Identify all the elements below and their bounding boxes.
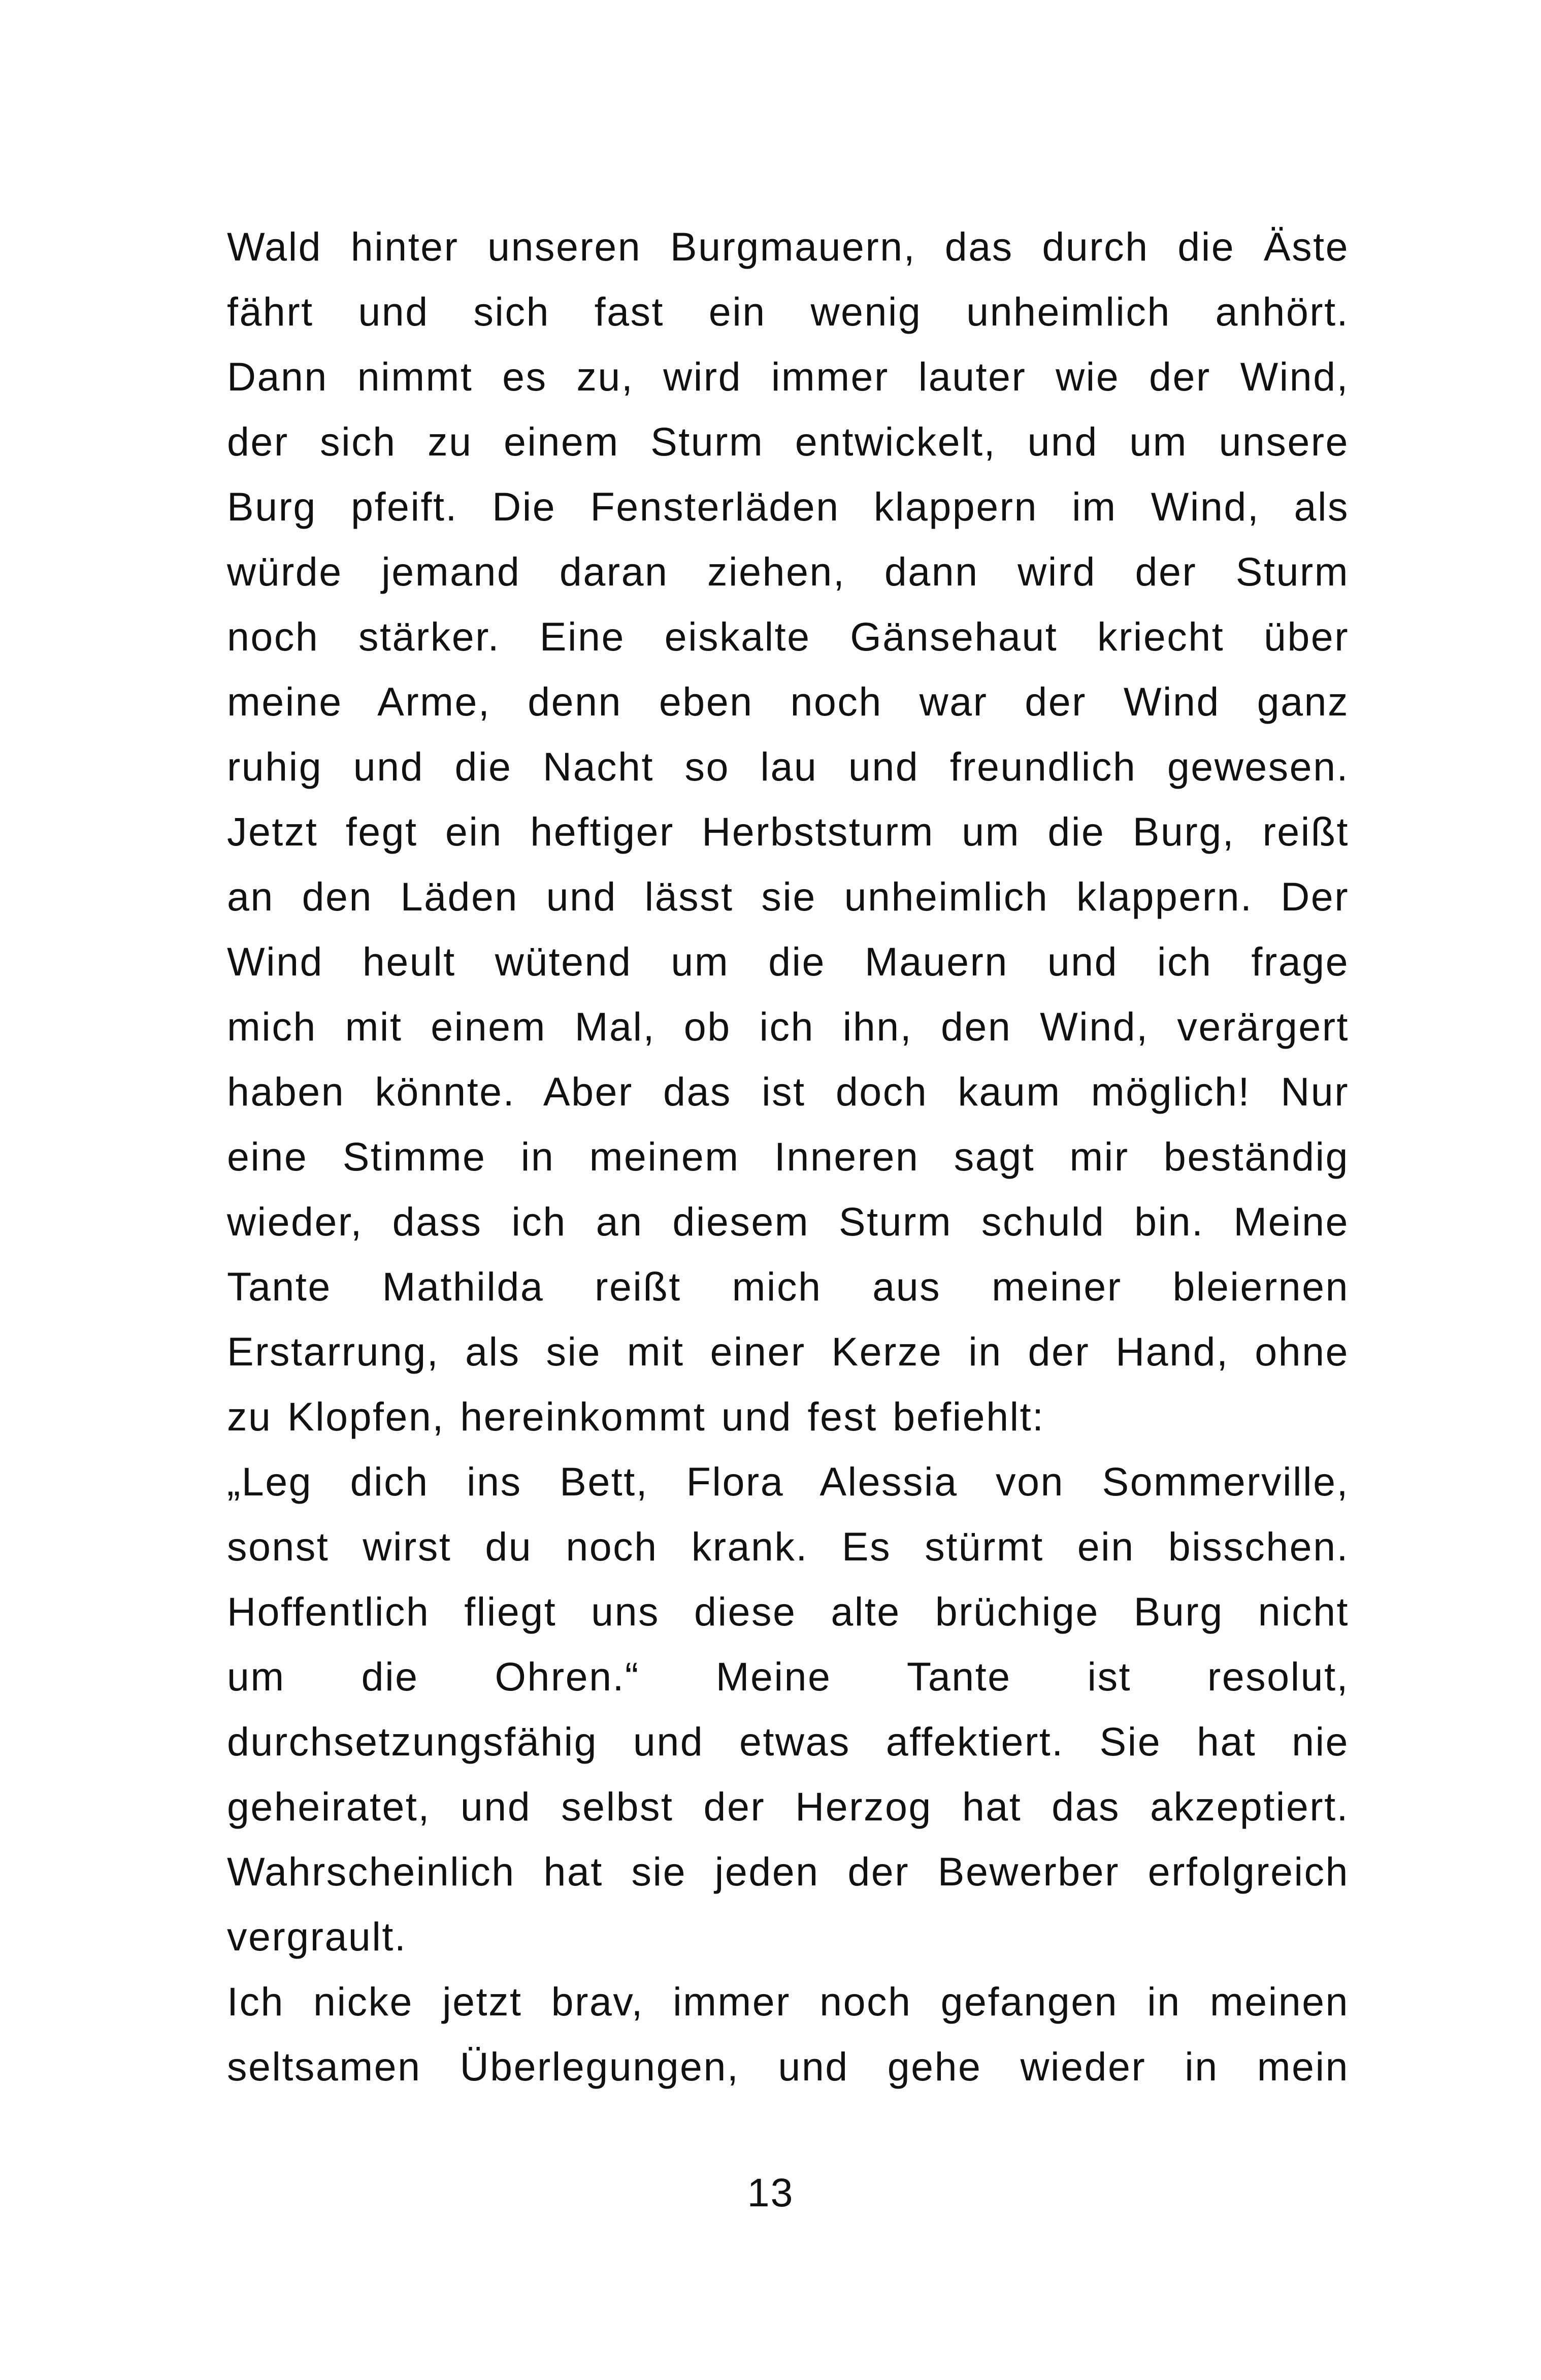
text-line: geheiratet, und selbst der Herzog hat das akzeptiert. — [227, 1784, 1349, 1829]
text-line: an den Läden und lässt sie unheimlich klappern. Der — [227, 874, 1349, 919]
text-line: fährt und sich fast ein wenig unheimlich anhört. — [227, 289, 1349, 334]
text-line: vergrault. — [227, 1914, 407, 1959]
text-line: mich mit einem Mal, ob ich ihn, den Wind, verärgert — [227, 1004, 1349, 1049]
text-line: Ich nicke jetzt brav, immer noch gefangen in meinen — [227, 1979, 1349, 2024]
page-number: 13 — [747, 2170, 794, 2215]
text-line: Hoffentlich fliegt uns diese alte brüchige Burg nicht — [227, 1589, 1349, 1634]
text-line: Burg pfeift. Die Fensterläden klappern im Wind, als — [227, 484, 1349, 529]
text-line: um die Ohren.“ Meine Tante ist resolut, — [227, 1654, 1349, 1699]
text-line: eine Stimme in meinem Inneren sagt mir beständig — [227, 1134, 1349, 1179]
text-line: meine Arme, denn eben noch war der Wind ganz — [227, 679, 1349, 724]
text-line: seltsamen Überlegungen, und gehe wieder in mein — [227, 2044, 1349, 2089]
text-line: Erstarrung, als sie mit einer Kerze in der Hand, ohne — [227, 1329, 1349, 1374]
text-line: zu Klopfen, hereinkommt und fest befiehlt: — [227, 1394, 1045, 1439]
text-line: Wind heult wütend um die Mauern und ich frage — [227, 939, 1349, 984]
text-line: Dann nimmt es zu, wird immer lauter wie der Wind, — [227, 354, 1349, 399]
text-line: Jetzt fegt ein heftiger Herbststurm um die Burg, reißt — [227, 809, 1349, 854]
text-line: wieder, dass ich an diesem Sturm schuld bin. Meine — [227, 1199, 1349, 1244]
text-line: durchsetzungsfähig und etwas affektiert. Sie hat nie — [227, 1719, 1349, 1764]
text-line: Wahrscheinlich hat sie jeden der Bewerber erfolgreich — [227, 1849, 1349, 1894]
body-text — [227, 214, 1349, 2099]
text-line: Wald hinter unseren Burgmauern, das durch die Äste — [227, 224, 1349, 269]
text-line: der sich zu einem Sturm entwickelt, und um unsere — [227, 419, 1349, 464]
text-line: „Leg dich ins Bett, Flora Alessia von Sommerville, — [227, 1459, 1349, 1504]
text-line: ruhig und die Nacht so lau und freundlich gewesen. — [227, 744, 1349, 789]
text-line: noch stärker. Eine eiskalte Gänsehaut kriecht über — [227, 614, 1349, 659]
text-line: sonst wirst du noch krank. Es stürmt ein bisschen. — [227, 1524, 1349, 1569]
text-line: haben könnte. Aber das ist doch kaum möglich! Nur — [227, 1069, 1349, 1114]
text-line: würde jemand daran ziehen, dann wird der Sturm — [227, 549, 1349, 594]
text-line: Tante Mathilda reißt mich aus meiner bleiernen — [227, 1264, 1349, 1309]
